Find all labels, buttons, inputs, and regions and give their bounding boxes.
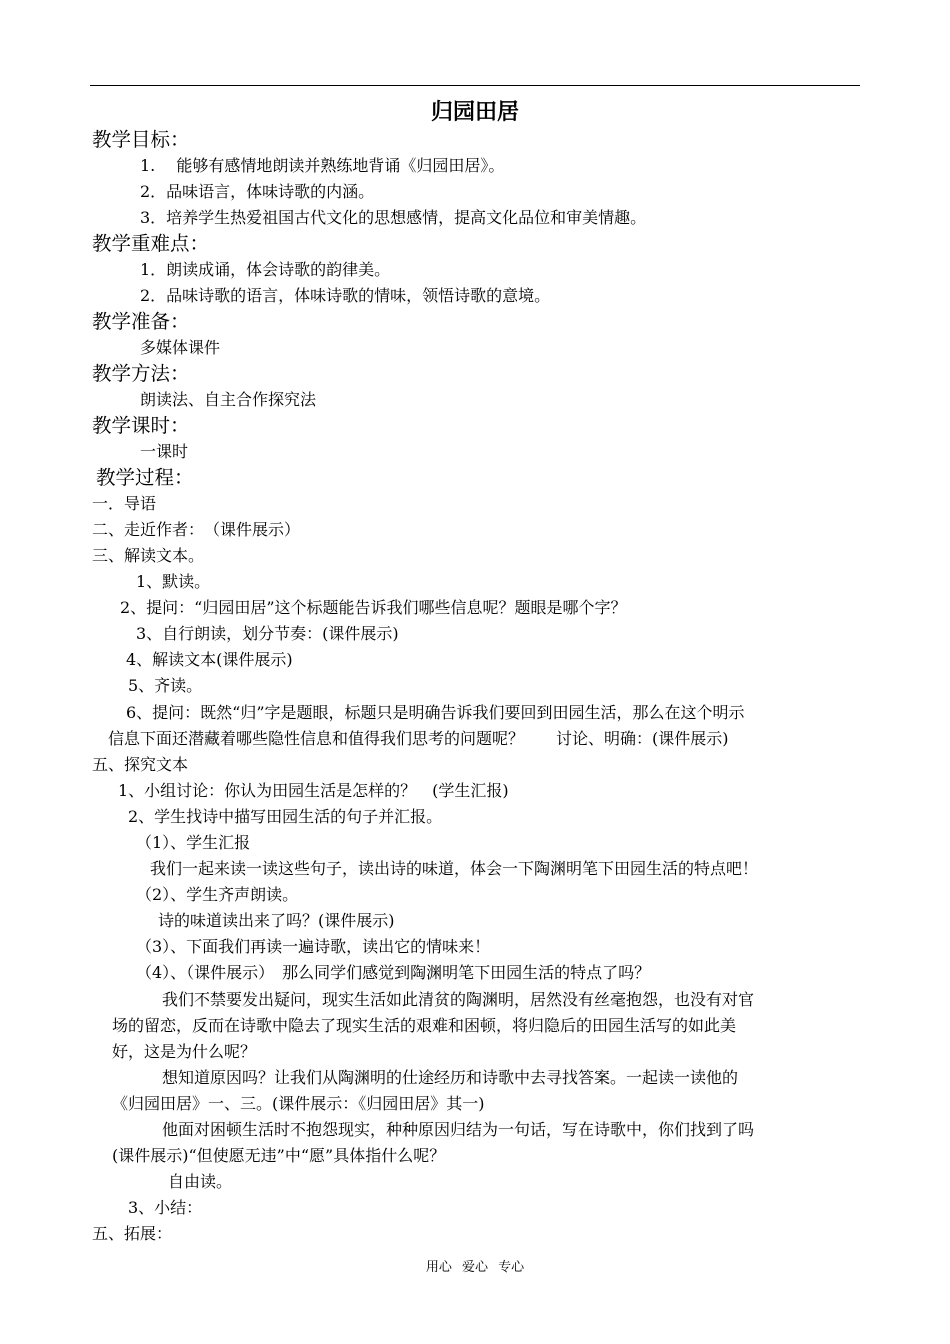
process-step-5: 五、探究文本 <box>92 755 189 774</box>
process-step-1: 一．导语 <box>92 494 157 513</box>
objective-item-2: 2．品味语言，体味诗歌的内涵。 <box>140 182 375 201</box>
class-hours-text: 一课时 <box>140 442 189 461</box>
document-title: 归园田居 <box>430 100 519 125</box>
sub-item-2-text: 诗的味道读出来了吗？(课件展示) <box>158 911 395 930</box>
sub-item-2: （2）、学生齐声朗读。 <box>136 885 299 904</box>
step5-item-1: 1、小组讨论：你认为田园生活是怎样的？ (学生汇报) <box>118 781 509 800</box>
objective-item-1: 1. 能够有感情地朗读并熟练地背诵《归园田居》。 <box>140 156 505 175</box>
step3-item-4: 4、解读文本(课件展示) <box>126 650 293 669</box>
header-rule <box>90 85 860 86</box>
step3-item-2: 2、提问：“归园田居”这个标题能告诉我们哪些信息呢？题眼是哪个字？ <box>120 598 627 617</box>
heading-class-hours: 教学课时： <box>92 414 190 437</box>
heading-key-difficulties: 教学重难点： <box>92 232 210 255</box>
sub-item-1: （1）、学生汇报 <box>136 833 251 852</box>
preparation-text: 多媒体课件 <box>140 338 221 357</box>
heading-methods: 教学方法： <box>92 362 190 385</box>
paragraph-3-line-1: 他面对困顿生活时不抱怨现实，种种原因归结为一句话，写在诗歌中，你们找到了吗 <box>162 1120 755 1139</box>
sub-item-4: （4）、（课件展示） 那么同学们感觉到陶渊明笔下田园生活的特点了吗？ <box>136 963 651 982</box>
page-footer: 用心 爱心 专心 <box>425 1260 525 1275</box>
heading-teaching-process: 教学过程： <box>96 466 194 489</box>
heading-teaching-objectives: 教学目标： <box>92 128 190 151</box>
free-reading-text: 自由读。 <box>168 1172 233 1191</box>
objective-item-3: 3．培养学生热爱祖国古代文化的思想感情，提高文化品位和审美情趣。 <box>140 208 647 227</box>
step5-item-2: 2、学生找诗中描写田园生活的句子并汇报。 <box>128 807 443 826</box>
step3-item-5: 5、齐读。 <box>128 676 203 695</box>
heading-preparation: 教学准备： <box>92 310 190 333</box>
difficulty-item-1: 1．朗读成诵，体会诗歌的韵律美。 <box>140 260 391 279</box>
paragraph-2-line-2: 《归园田居》一、三。(课件展示：《归园田居》其一) <box>112 1094 485 1113</box>
step3-item-1: 1、默读。 <box>136 572 211 591</box>
step3-item-6: 6、提问：既然“归”字是题眼，标题只是明确告诉我们要回到田园生活，那么在这个明示 <box>126 703 745 722</box>
process-step-extension: 五、拓展： <box>92 1224 173 1243</box>
difficulty-item-2: 2．品味诗歌的语言，体味诗歌的情味，领悟诗歌的意境。 <box>140 286 551 305</box>
paragraph-1-line-3: 好，这是为什么呢？ <box>112 1042 257 1061</box>
process-step-3: 三、解读文本。 <box>92 546 205 565</box>
step3-item-6-cont: 信息下面还潜藏着哪些隐性信息和值得我们思考的问题呢？ 讨论、明确：(课件展示) <box>108 729 729 748</box>
process-step-2: 二、走近作者： （课件展示） <box>92 520 301 539</box>
paragraph-1-line-1: 我们不禁要发出疑问，现实生活如此清贫的陶渊明，居然没有丝毫抱怨，也没有对官 <box>162 990 755 1009</box>
methods-text: 朗读法、自主合作探究法 <box>140 390 317 409</box>
sub-item-3: （3）、下面我们再读一遍诗歌，读出它的情味来！ <box>136 937 491 956</box>
step3-item-3: 3、自行朗读，划分节奏：(课件展示) <box>136 624 399 643</box>
summary-item: 3、小结： <box>128 1198 203 1217</box>
paragraph-1-line-2: 场的留恋，反而在诗歌中隐去了现实生活的艰难和困顿，将归隐后的田园生活写的如此美 <box>112 1016 737 1035</box>
paragraph-2-line-1: 想知道原因吗？让我们从陶渊明的仕途经历和诗歌中去寻找答案。一起读一读他的 <box>162 1068 739 1087</box>
sub-item-1-text: 我们一起来读一读这些句子，读出诗的味道，体会一下陶渊明笔下田园生活的特点吧！ <box>150 859 759 878</box>
paragraph-3-line-2: (课件展示)“但使愿无违”中“愿”具体指什么呢？ <box>112 1146 446 1165</box>
